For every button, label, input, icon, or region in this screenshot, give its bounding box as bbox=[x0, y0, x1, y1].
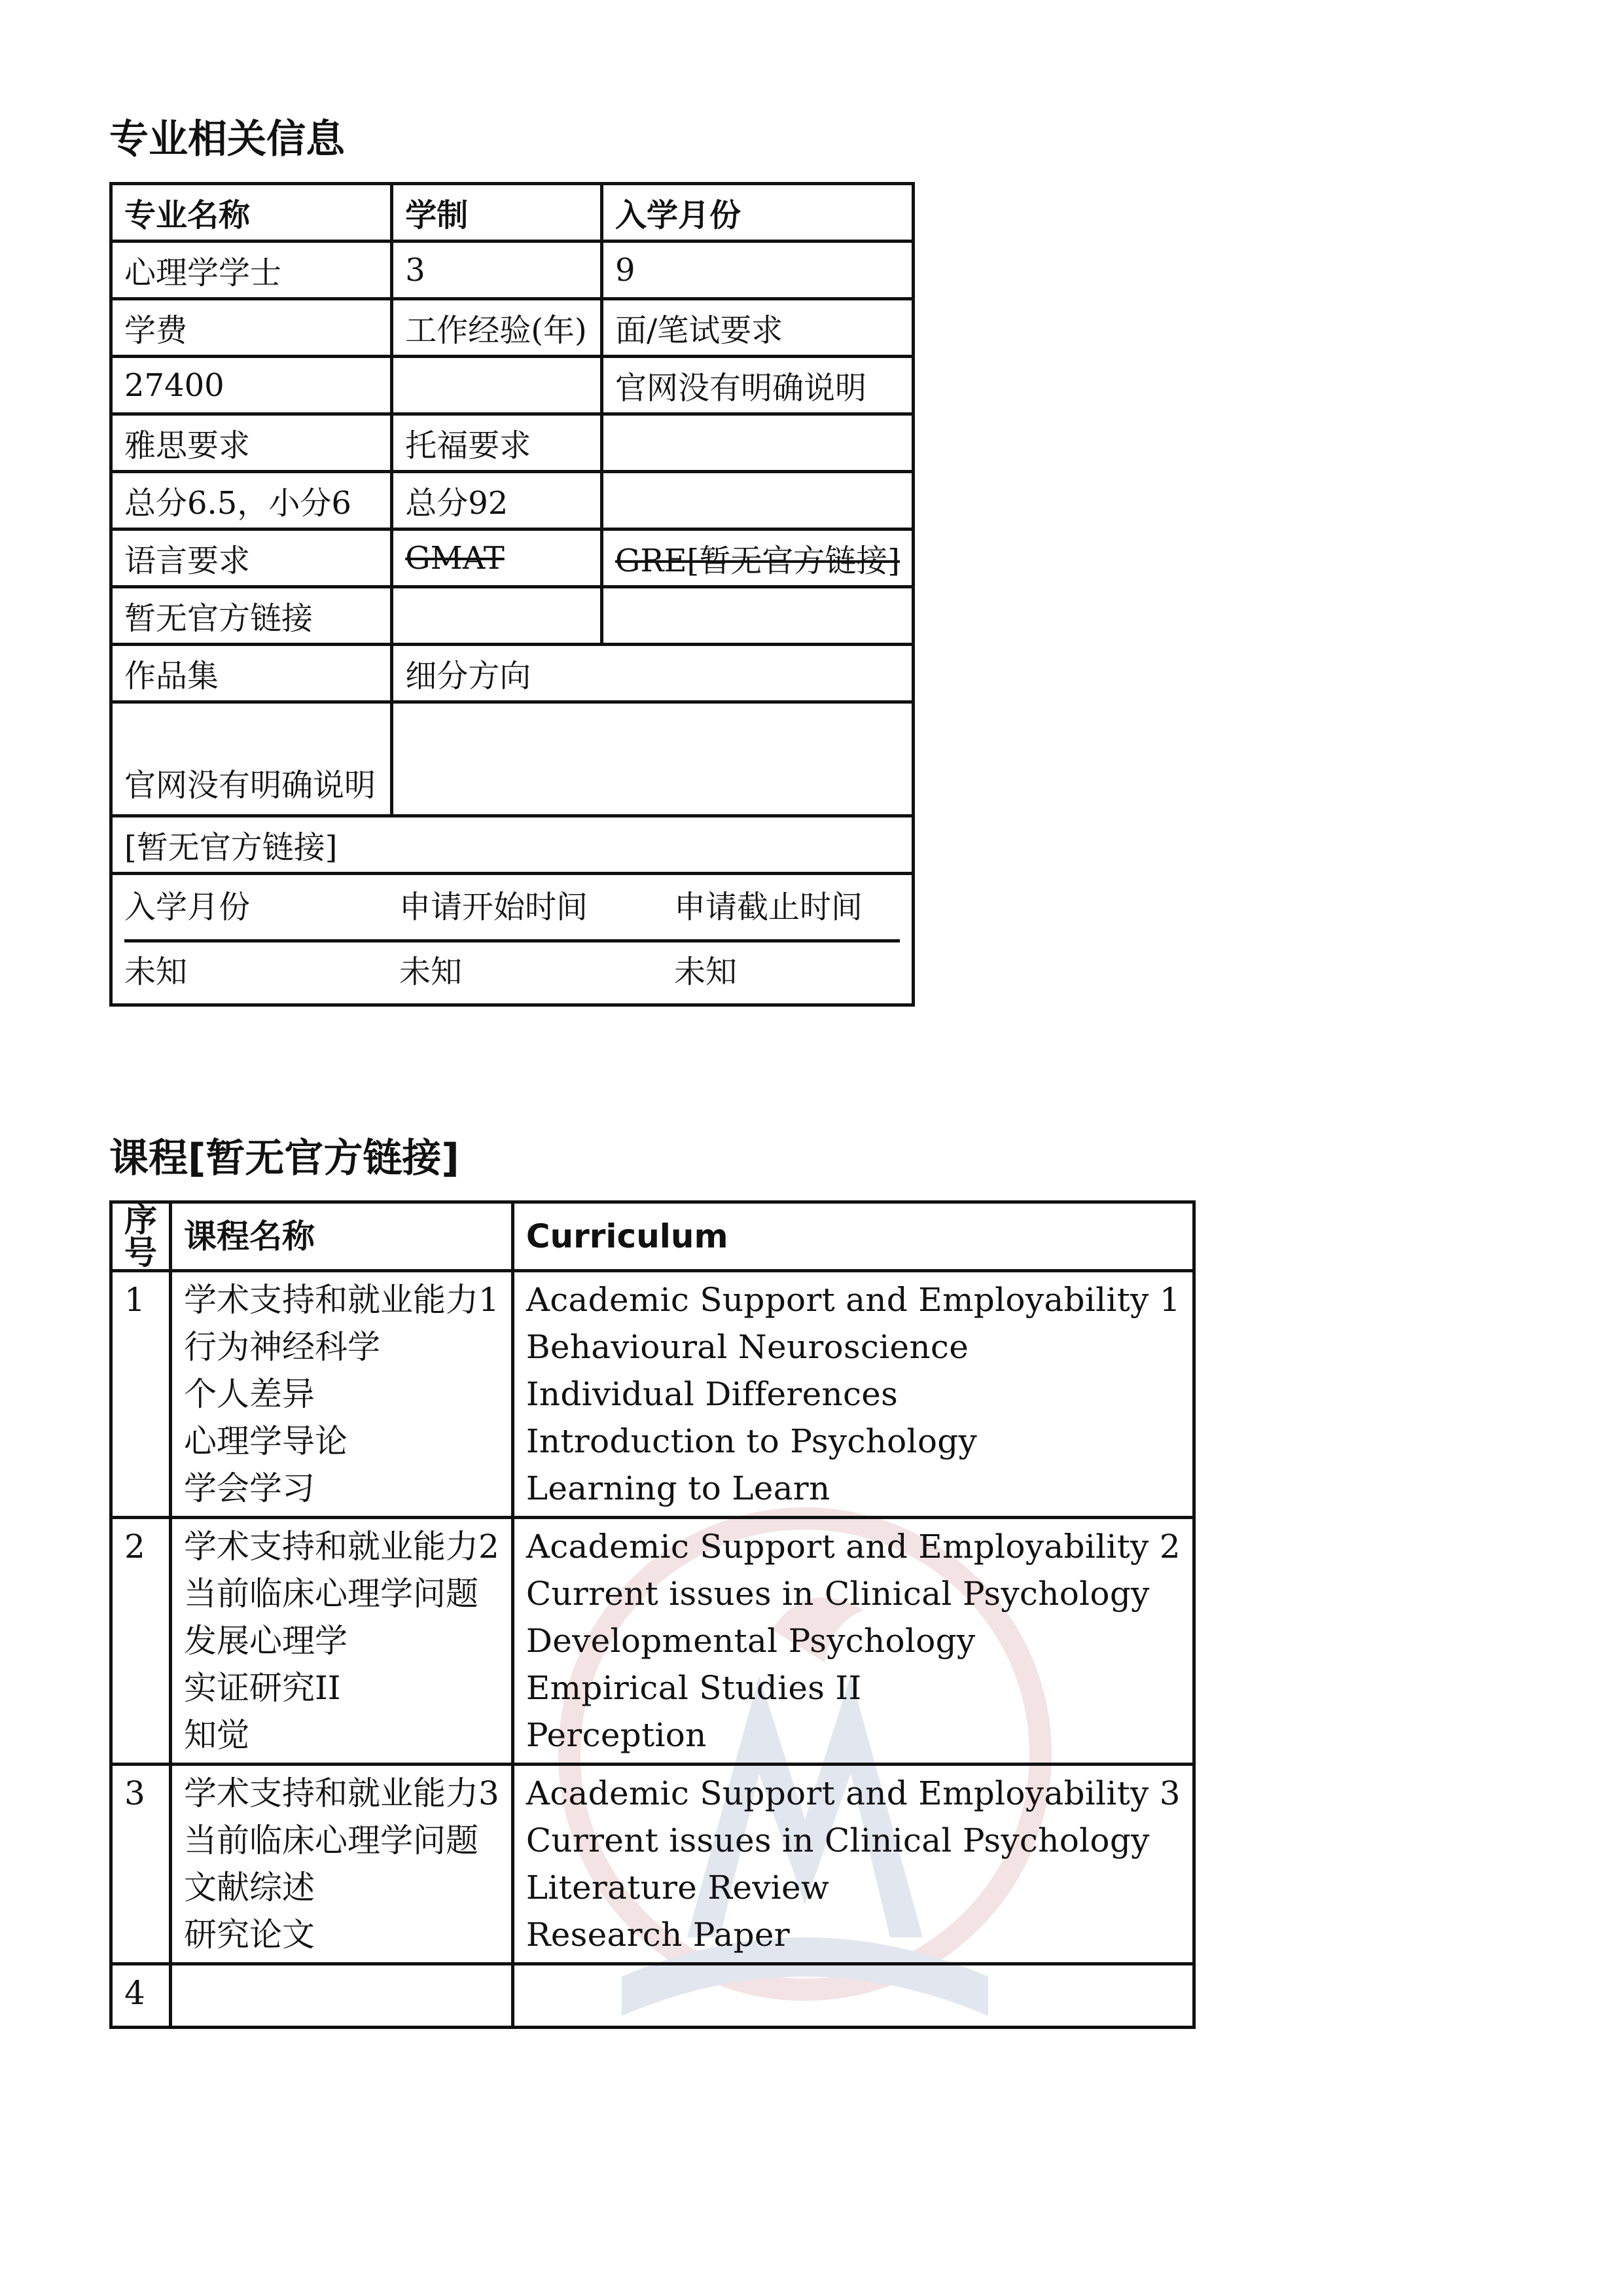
table-row bbox=[111, 645, 914, 702]
year-number: 2 bbox=[111, 1518, 171, 1765]
header-cell: 课程名称 bbox=[171, 1202, 513, 1271]
course-names-en bbox=[512, 1964, 1194, 2028]
course-en: Empirical Studies II bbox=[526, 1669, 862, 1707]
course-en: Developmental Psychology bbox=[526, 1622, 976, 1660]
table-cell bbox=[602, 587, 914, 645]
table-row bbox=[111, 1964, 1194, 2028]
header-cell: 序号 bbox=[111, 1202, 171, 1271]
course-en: Learning to Learn bbox=[526, 1469, 830, 1507]
course-cn: 文献综述 bbox=[184, 1869, 315, 1907]
table-row bbox=[111, 587, 914, 645]
course-en: Perception bbox=[526, 1716, 707, 1754]
course-en: Academic Support and Employability 1 bbox=[526, 1281, 1181, 1319]
table-cell: 托福要求 bbox=[392, 414, 602, 472]
table-cell: 总分6.5，小分6 bbox=[111, 472, 392, 529]
course-cn: 当前临床心理学问题 bbox=[184, 1575, 478, 1613]
table-row bbox=[111, 1518, 1194, 1765]
gre-label: GRE[暂无官方链接] bbox=[602, 529, 914, 587]
table-row bbox=[111, 472, 914, 529]
course-cn: 学术支持和就业能力1 bbox=[184, 1281, 499, 1319]
header-cell: 专业名称 bbox=[111, 184, 392, 242]
date-header: 申请截止时间 bbox=[674, 875, 900, 942]
table-row bbox=[111, 1271, 1194, 1518]
year-number: 3 bbox=[111, 1765, 171, 1964]
course-en: Current issues in Clinical Psychology bbox=[526, 1575, 1150, 1613]
course-en: Individual Differences bbox=[526, 1375, 899, 1413]
link-note: [暂无官方链接] bbox=[111, 816, 914, 874]
curriculum-table bbox=[109, 1200, 1196, 2029]
course-cn: 行为神经科学 bbox=[184, 1328, 380, 1366]
course-cn: 学术支持和就业能力2 bbox=[184, 1528, 499, 1566]
course-names-cn bbox=[171, 1765, 513, 1964]
table-row bbox=[111, 816, 914, 874]
course-cn: 个人差异 bbox=[184, 1375, 315, 1413]
direction-value bbox=[392, 702, 914, 816]
course-en: Literature Review bbox=[526, 1869, 830, 1907]
course-cn: 发展心理学 bbox=[184, 1622, 348, 1660]
year-number: 4 bbox=[111, 1964, 171, 2028]
table-cell: 面/笔试要求 bbox=[602, 299, 914, 357]
section-title-program-info: 专业相关信息 bbox=[109, 117, 345, 162]
dates-grid bbox=[113, 875, 912, 1003]
header-cell: Curriculum bbox=[512, 1202, 1194, 1271]
date-value: 未知 bbox=[674, 954, 738, 990]
header-cell: 学制 bbox=[392, 184, 602, 242]
table-cell: 官网没有明确说明 bbox=[602, 357, 914, 414]
course-cn: 心理学导论 bbox=[184, 1422, 348, 1460]
direction-label: 细分方向 bbox=[392, 645, 914, 702]
portfolio-label: 作品集 bbox=[111, 645, 392, 702]
course-cn: 实证研究II bbox=[184, 1669, 341, 1707]
course-cn: 学会学习 bbox=[184, 1469, 315, 1507]
dates-cell bbox=[111, 874, 914, 1005]
table-cell: 雅思要求 bbox=[111, 414, 392, 472]
date-value: 未知 bbox=[399, 954, 463, 990]
language-label: 语言要求 bbox=[111, 529, 392, 587]
table-row bbox=[111, 702, 914, 816]
course-en: Academic Support and Employability 3 bbox=[526, 1774, 1181, 1812]
header-cell: 入学月份 bbox=[602, 184, 914, 242]
course-names-en bbox=[512, 1271, 1194, 1518]
table-cell: 总分92 bbox=[392, 472, 602, 529]
course-en: Academic Support and Employability 2 bbox=[526, 1528, 1181, 1566]
course-cn: 学术支持和就业能力3 bbox=[184, 1774, 499, 1812]
table-cell bbox=[602, 472, 914, 529]
table-row-dates bbox=[111, 874, 914, 1005]
course-cn: 知觉 bbox=[184, 1716, 249, 1754]
date-header: 申请开始时间 bbox=[399, 875, 674, 942]
table-cell: 3 bbox=[392, 242, 602, 299]
table-row bbox=[111, 414, 914, 472]
table-cell bbox=[392, 587, 602, 645]
course-cn: 研究论文 bbox=[184, 1916, 315, 1954]
course-names-cn bbox=[171, 1518, 513, 1765]
table-row bbox=[111, 357, 914, 414]
table-cell: 心理学学士 bbox=[111, 242, 392, 299]
language-value: 暂无官方链接 bbox=[111, 587, 392, 645]
course-en: Behavioural Neuroscience bbox=[526, 1328, 969, 1366]
section-title-curriculum: 课程[暂无官方链接] bbox=[109, 1136, 459, 1181]
table-cell: 27400 bbox=[111, 357, 392, 414]
portfolio-value: 官网没有明确说明 bbox=[111, 702, 392, 816]
table-row bbox=[111, 1765, 1194, 1964]
course-cn: 当前临床心理学问题 bbox=[184, 1821, 478, 1859]
year-number: 1 bbox=[111, 1271, 171, 1518]
course-names-en bbox=[512, 1765, 1194, 1964]
course-names-en bbox=[512, 1518, 1194, 1765]
date-header: 入学月份 bbox=[124, 875, 399, 942]
table-cell bbox=[392, 357, 602, 414]
course-names-cn bbox=[171, 1271, 513, 1518]
course-en: Introduction to Psychology bbox=[526, 1422, 978, 1460]
date-value: 未知 bbox=[124, 954, 188, 990]
course-en: Research Paper bbox=[526, 1916, 791, 1954]
table-row-language bbox=[111, 529, 914, 587]
table-cell: 9 bbox=[602, 242, 914, 299]
table-row bbox=[111, 299, 914, 357]
program-info-table bbox=[109, 182, 915, 1007]
table-cell: 学费 bbox=[111, 299, 392, 357]
table-cell: 工作经验(年) bbox=[392, 299, 602, 357]
table-cell bbox=[602, 414, 914, 472]
table-header-row bbox=[111, 184, 914, 242]
course-names-cn bbox=[171, 1964, 513, 2028]
gmat-label: GMAT bbox=[392, 529, 602, 587]
table-header-row bbox=[111, 1202, 1194, 1271]
table-row bbox=[111, 242, 914, 299]
course-en: Current issues in Clinical Psychology bbox=[526, 1821, 1150, 1859]
